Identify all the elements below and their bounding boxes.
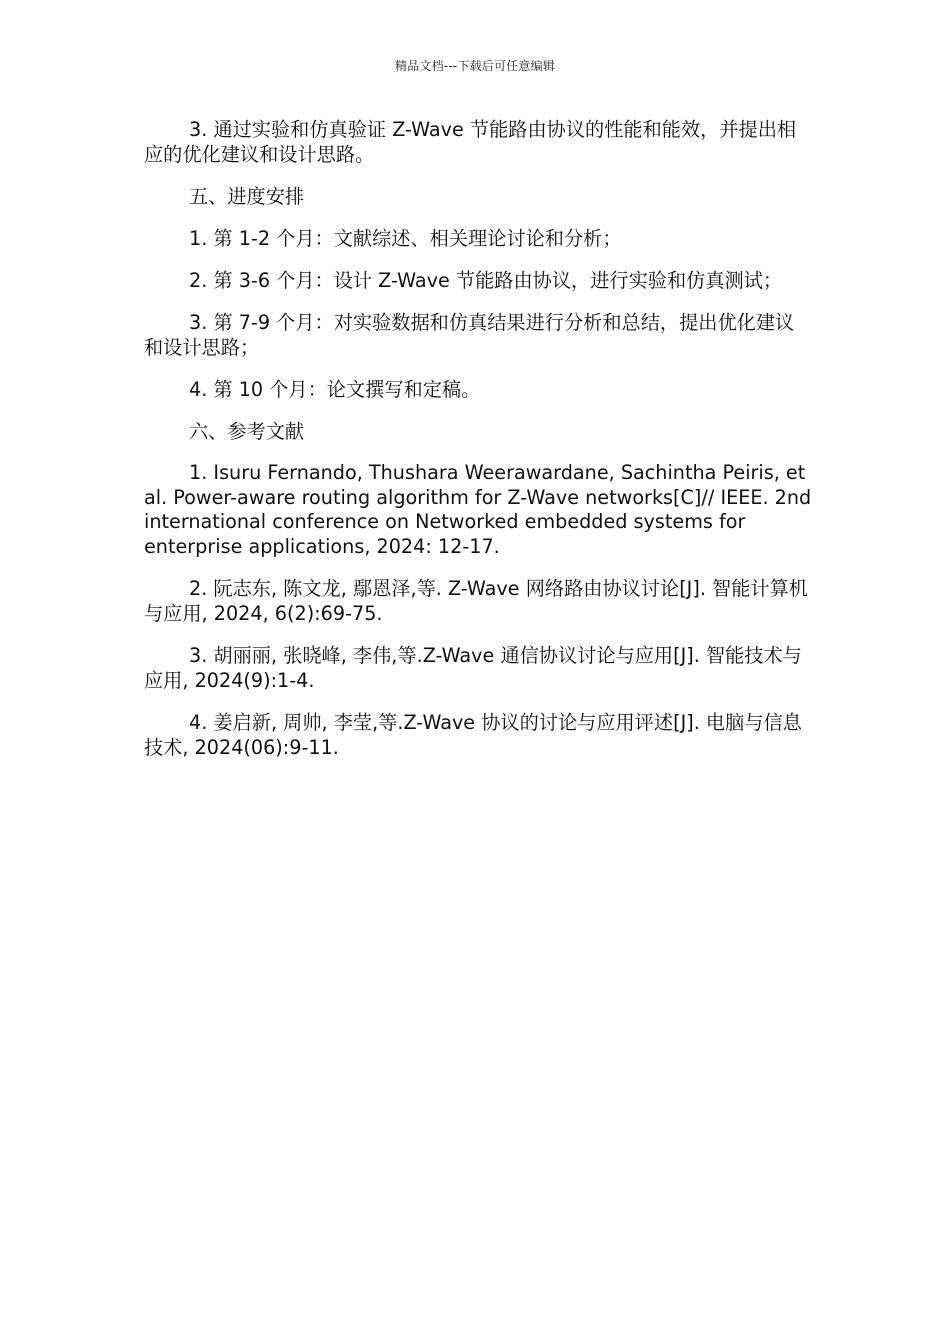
reference-item-2: 2. 阮志东, 陈文龙, 鄢恩泽,等. Z-Wave 网络路由协议讨论[J]. 智能计算机与应用, 2024, 6(2):69-75.: [144, 577, 808, 625]
schedule-item-3: 3. 第 7-9 个月：对实验数据和仿真结果进行分析和总结，提出优化建议和设计思路；: [144, 311, 795, 359]
section-heading-schedule: 五、进度安排: [189, 185, 305, 208]
reference-item-4: 4. 姜启新, 周帅, 李莹,等.Z-Wave 协议的讨论与应用评述[J]. 电脑与信息技术, 2024(06):9-11.: [144, 711, 802, 759]
document-body: [144, 117, 812, 777]
schedule-item-4: 4. 第 10 个月：论文撰写和定稿。: [189, 378, 481, 401]
schedule-item-1: 1. 第 1-2 个月：文献综述、相关理论讨论和分析；: [189, 227, 622, 250]
schedule-item-2: 2. 第 3-6 个月：设计 Z-Wave 节能路由协议，进行实验和仿真测试；: [189, 269, 783, 292]
reference-item-1: 1. Isuru Fernando, Thushara Weerawardane, Sachintha Peiris, et al. Power-aware routing algorithm for Z-Wave networks[C]// IEEE. 2nd international conference on Networked embedded systems for enterprise applications, 2024: 12-17.: [144, 461, 812, 558]
section-heading-references: 六、参考文献: [189, 420, 305, 443]
objective-item-3: 3. 通过实验和仿真验证 Z-Wave 节能路由协议的性能和能效，并提出相应的优化建议和设计思路。: [144, 118, 797, 166]
running-header: 精品文档---下载后可任意编辑: [395, 59, 555, 73]
reference-item-3: 3. 胡丽丽, 张晓峰, 李伟,等.Z-Wave 通信协议讨论与应用[J]. 智能技术与应用, 2024(9):1-4.: [144, 644, 802, 692]
